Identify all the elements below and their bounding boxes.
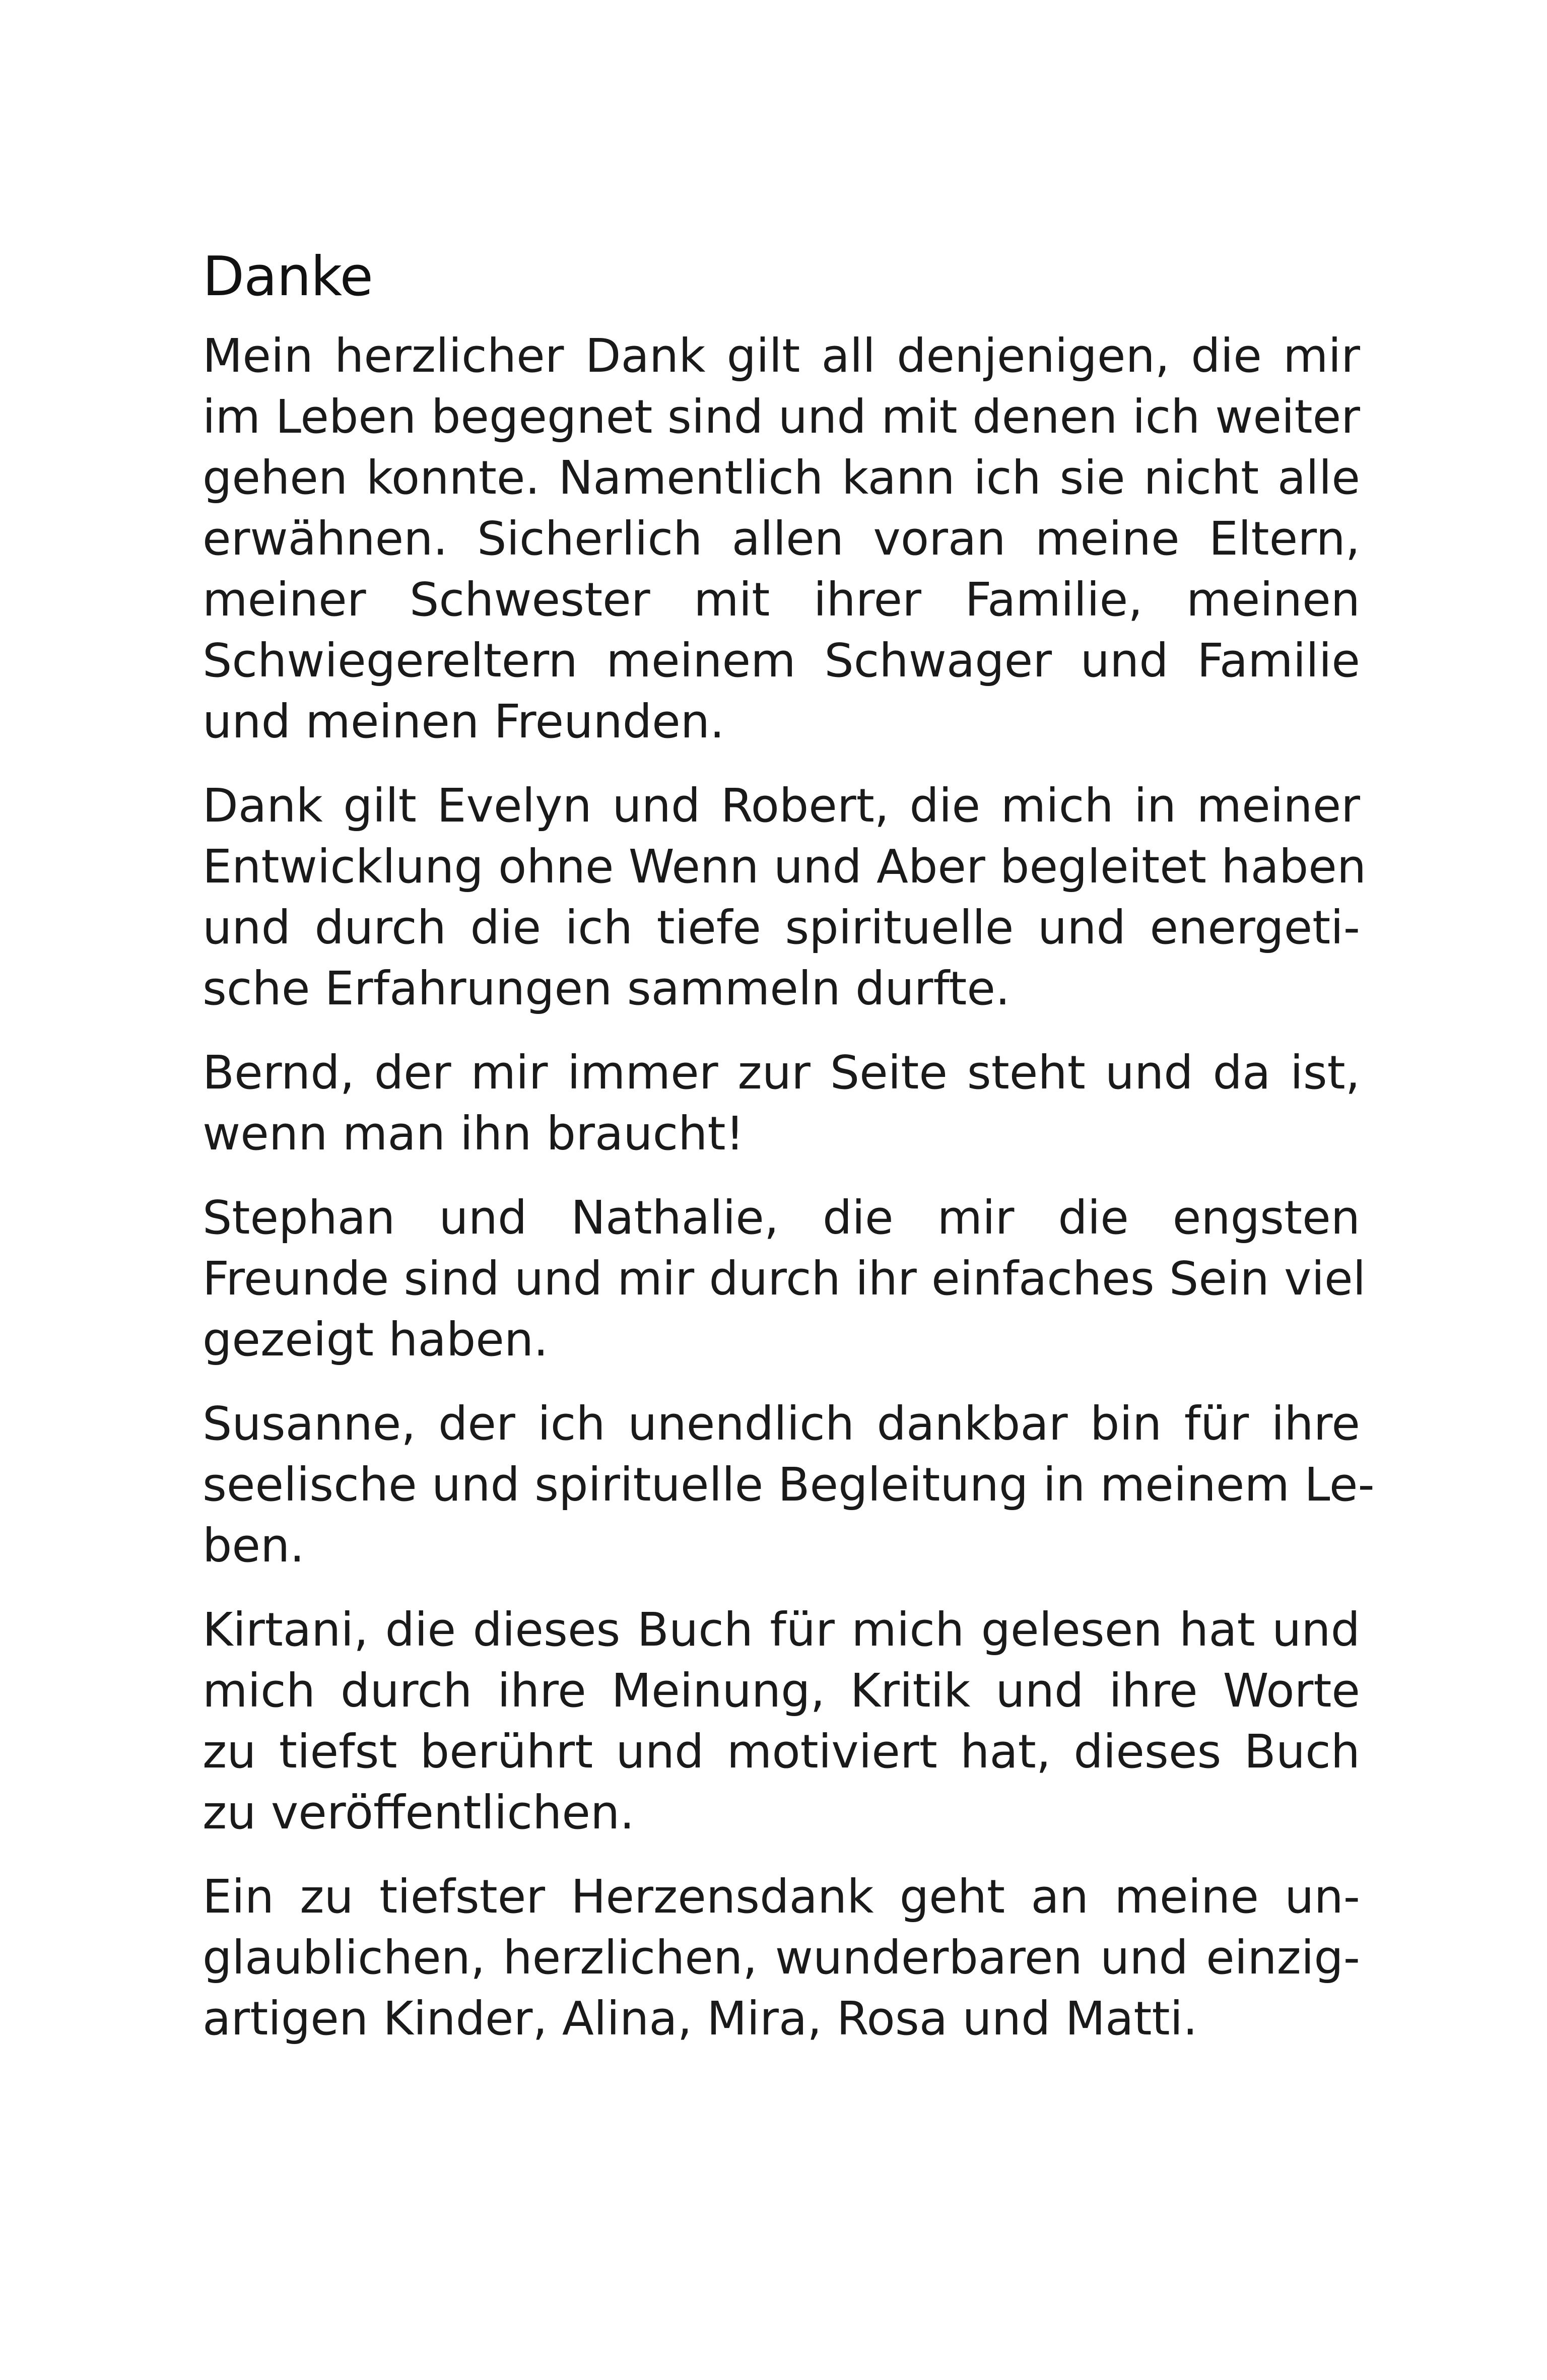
text-line: Mein herzlicher Dank gilt all denjenigen, die mir (203, 329, 1360, 383)
text-line: ben. (203, 1519, 305, 1573)
text-line: und durch die ich tiefe spirituelle und energeti- (203, 901, 1360, 955)
text-line: seelische und spirituelle Begleitung in meinem Le- (203, 1458, 1375, 1512)
paragraph-thanks-stephan-nathalie (203, 1187, 1366, 1370)
document-page (203, 245, 1375, 2072)
text-line: artigen Kinder, Alina, Mira, Rosa und Matti. (203, 1992, 1198, 2046)
text-line: Entwicklung ohne Wenn und Aber begleitet haben (203, 840, 1367, 894)
text-line: Freunde sind und mir durch ihr einfaches Sein viel (203, 1252, 1366, 1306)
paragraph-thanks-bernd (203, 1042, 1360, 1164)
text-line: meiner Schwester mit ihrer Familie, meinen (203, 573, 1360, 627)
text-line: Schwiegereltern meinem Schwager und Familie (203, 634, 1360, 688)
paragraph-thanks-general (203, 325, 1360, 752)
paragraph-thanks-kirtani (203, 1599, 1360, 1843)
text-line: glaublichen, herzlichen, wunderbaren und einzig- (203, 1931, 1360, 1985)
paragraph-thanks-children (203, 1866, 1360, 2049)
text-line: Dank gilt Evelyn und Robert, die mich in meiner (203, 779, 1360, 833)
paragraph-thanks-evelyn-robert (203, 775, 1367, 1019)
text-line: Susanne, der ich unendlich dankbar bin für ihre (203, 1397, 1360, 1451)
text-line: gezeigt haben. (203, 1313, 549, 1367)
text-line: Ein zu tiefster Herzensdank geht an meine un- (203, 1870, 1360, 1924)
text-line: Stephan und Nathalie, die mir die engsten (203, 1191, 1360, 1245)
text-line: zu veröffentlichen. (203, 1786, 635, 1840)
text-line: wenn man ihn braucht! (203, 1107, 745, 1161)
text-line: mich durch ihre Meinung, Kritik und ihre Worte (203, 1664, 1360, 1718)
text-line: Kirtani, die dieses Buch für mich gelesen hat und (203, 1603, 1360, 1657)
text-line: Bernd, der mir immer zur Seite steht und da ist, (203, 1046, 1360, 1100)
page-title: Danke (203, 245, 373, 308)
paragraph-thanks-susanne (203, 1393, 1375, 1576)
text-line: erwähnen. Sicherlich allen voran meine Eltern, (203, 512, 1360, 566)
text-line: im Leben begegnet sind und mit denen ich weiter (203, 390, 1360, 444)
text-line: gehen konnte. Namentlich kann ich sie nicht alle (203, 451, 1360, 505)
text-line: zu tiefst berührt und motiviert hat, dieses Buch (203, 1725, 1360, 1779)
text-line: und meinen Freunden. (203, 695, 725, 749)
text-line: sche Erfahrungen sammeln durfte. (203, 962, 1011, 1015)
